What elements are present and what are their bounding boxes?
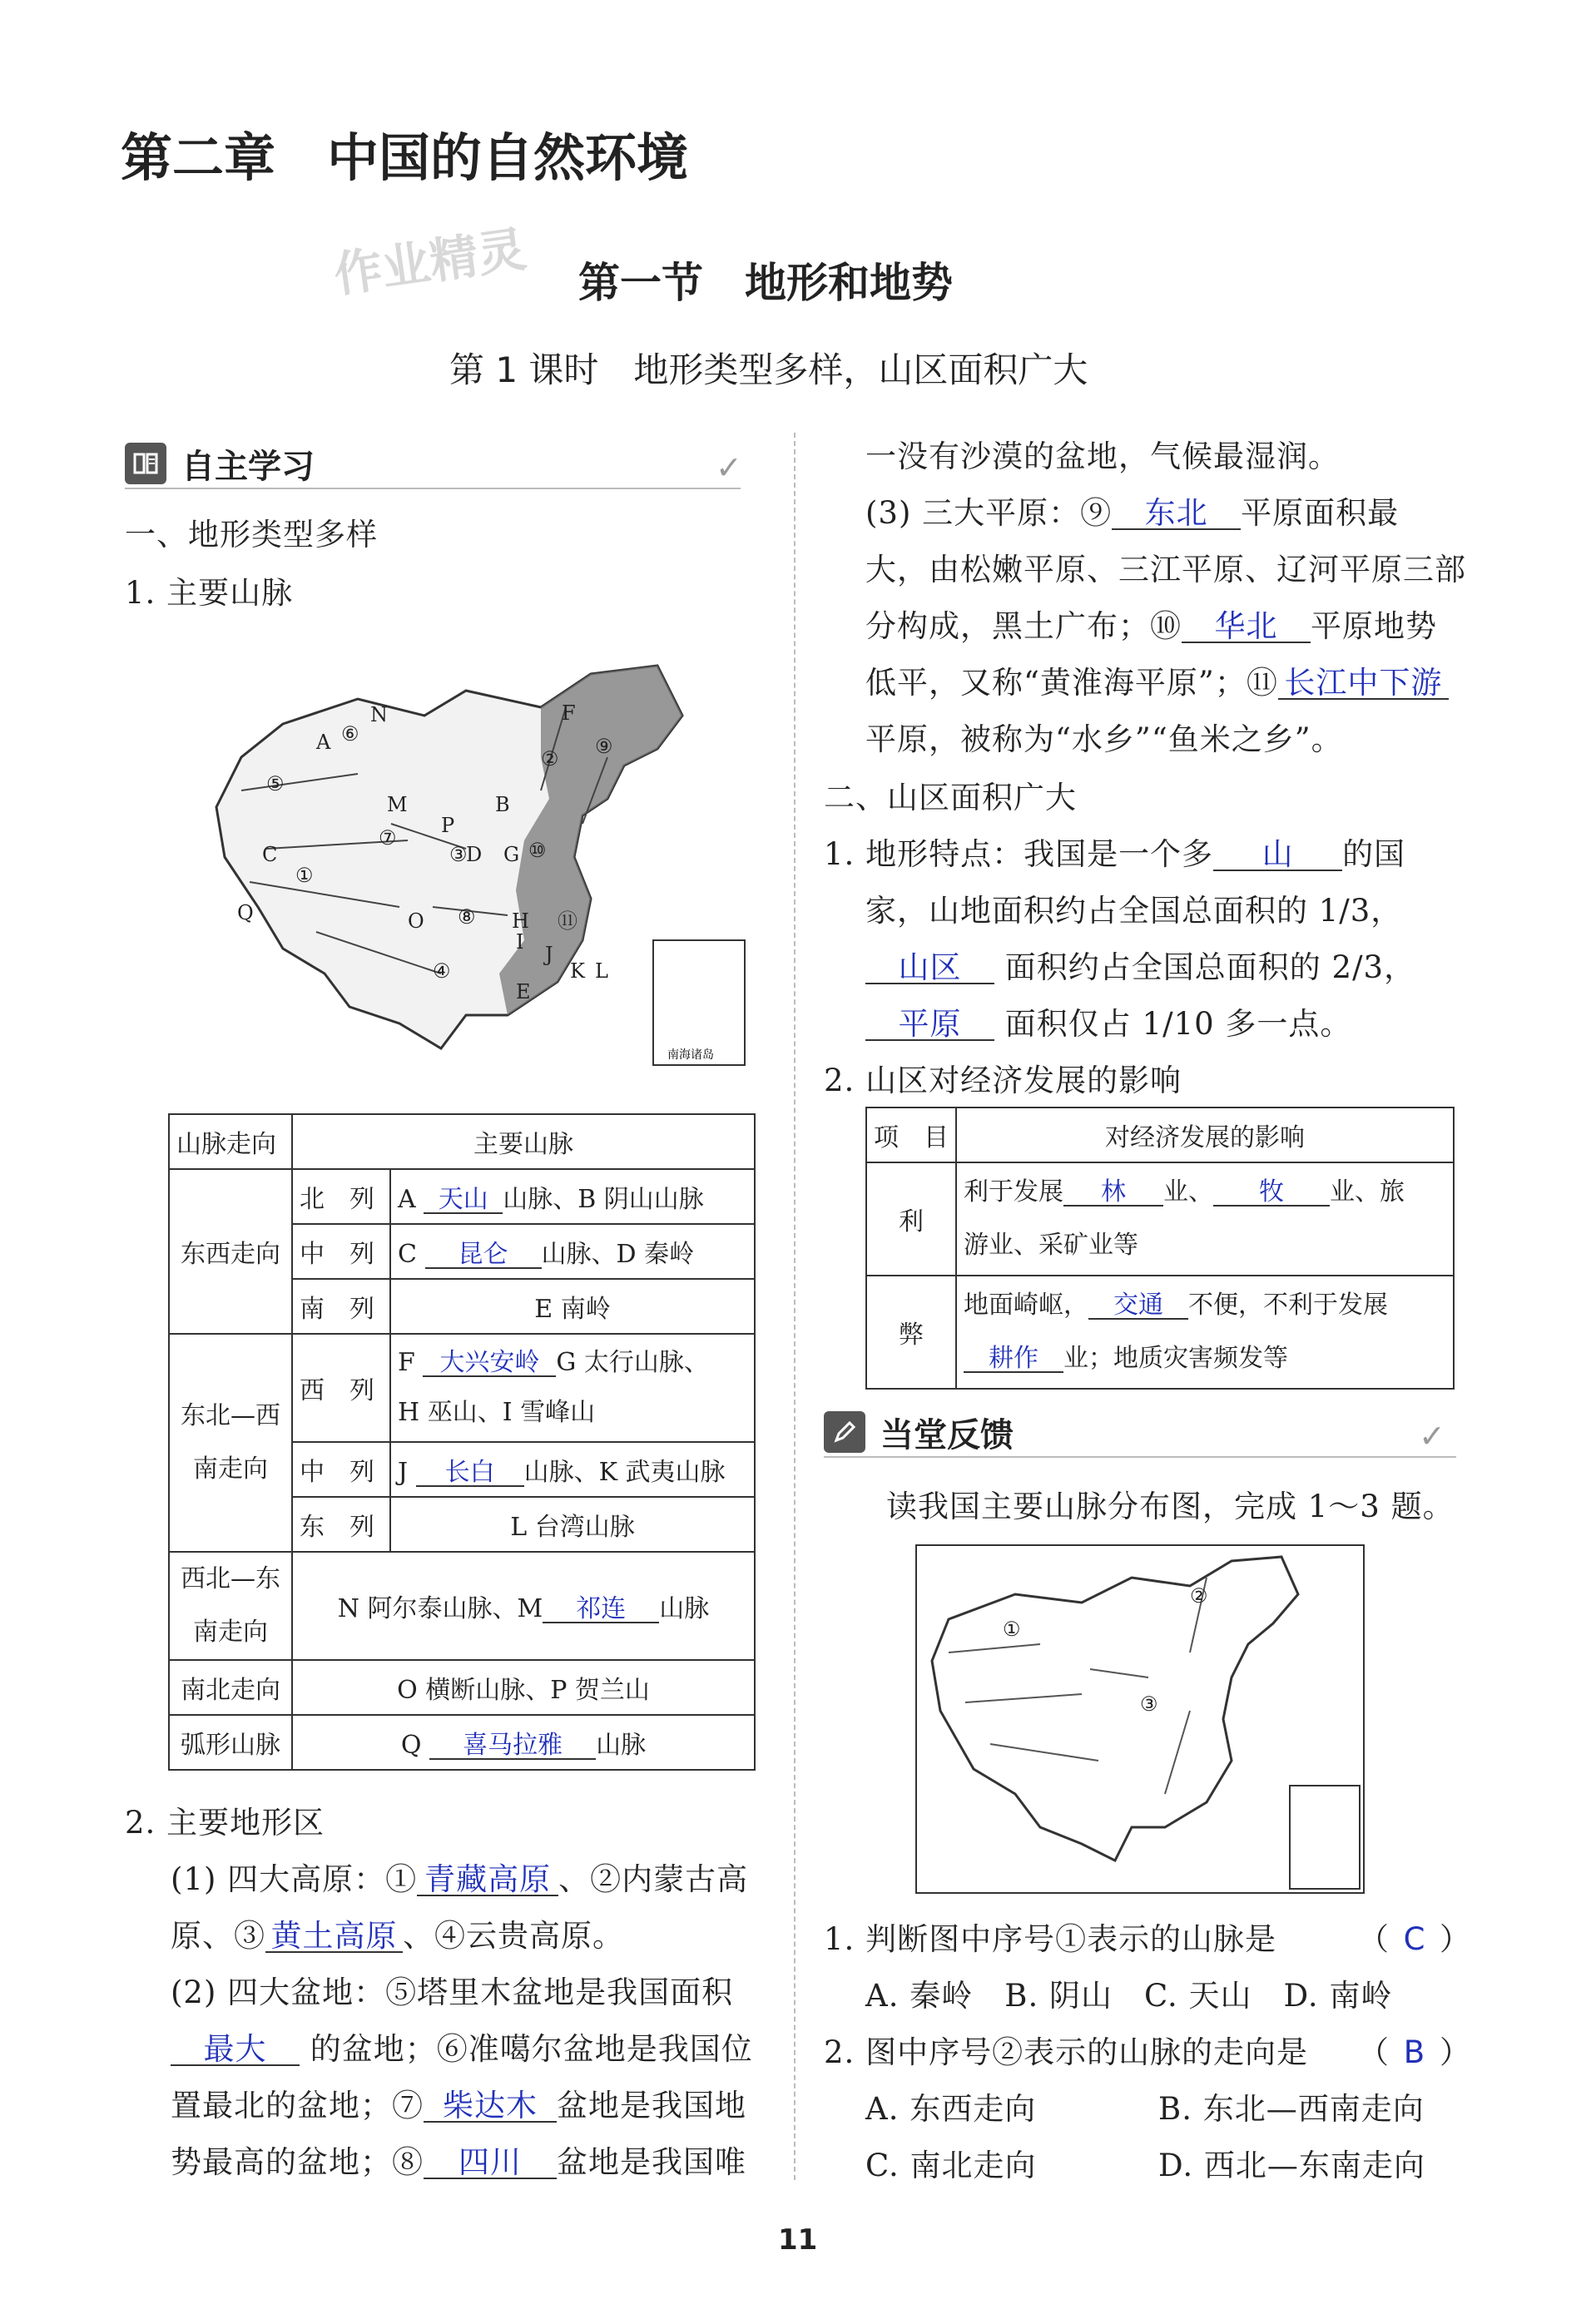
table-cell-value: L 台湾山脉 xyxy=(390,1497,755,1552)
watermark: 作业精灵 xyxy=(330,221,530,304)
plains-line2: 大，由松嫩平原、三江平原、辽河平原三部 xyxy=(865,552,1466,587)
page-number: 11 xyxy=(778,2223,818,2257)
lesson-title: 第 1 课时 地形类型多样，山区面积广大 xyxy=(449,349,1088,390)
impact-title: 2. 山区对经济发展的影响 xyxy=(824,1063,1182,1098)
feedback-map xyxy=(915,1544,1365,1894)
impact-cell-li-text: 利于发展 林 业、 牧 业、旅 游业、采矿业等 xyxy=(956,1162,1454,1276)
terrain-line4: 平原 面积仅占 1/10 多一点。 xyxy=(865,998,1351,1043)
part1-title: 一、地形类型多样 xyxy=(125,517,378,552)
table-cell-value: C 昆仑 山脉、D 秦岭 xyxy=(390,1224,755,1279)
table-cell-row: 北 列 xyxy=(292,1169,390,1224)
table-cell-dongbei: 东北—西南走向 xyxy=(169,1334,292,1552)
item1-title: 1. 主要山脉 xyxy=(125,575,294,611)
fankui-rule xyxy=(824,1456,1456,1458)
plains-line1: (3) 三大平原：⑨ 东北 平原面积最 xyxy=(865,495,1400,531)
impact-header-item: 项 目 xyxy=(866,1107,956,1162)
basins-line2: 最大 的盆地；⑥准噶尔盆地是我国位 xyxy=(171,2024,753,2069)
map1-label: I xyxy=(516,930,524,954)
book-icon xyxy=(125,443,166,484)
table-cell-xibei: 西北—东南走向 xyxy=(169,1552,292,1660)
map1-label: P xyxy=(441,814,455,837)
check-icon: ✓ xyxy=(716,449,742,486)
table-cell-row: 南 列 xyxy=(292,1279,390,1334)
part2-title: 二、山区面积广大 xyxy=(824,780,1077,815)
fankui-intro: 读我国主要山脉分布图，完成 1～3 题。 xyxy=(886,1489,1455,1524)
map1-label: ⑦ xyxy=(379,826,397,850)
map1-label: H xyxy=(512,909,529,933)
basins-line3: 置最北的盆地；⑦ 柴达木 盆地是我国地 xyxy=(171,2088,746,2123)
map1-label: O xyxy=(408,909,424,933)
table-header-mountains: 主要山脉 xyxy=(292,1114,755,1169)
south-china-sea-inset xyxy=(653,940,745,1065)
map1-label: G xyxy=(503,843,520,866)
section-zizhu-header xyxy=(125,439,315,488)
map1-label: ⑩ xyxy=(528,839,547,862)
table-cell-value: F 大兴安岭 G 太行山脉、 H 巫山、I 雪峰山 xyxy=(390,1334,755,1442)
plateaus-line1: (1) 四大高原：① 青藏高原 、②内蒙古高 xyxy=(171,1861,749,1897)
basins-line1: (2) 四大盆地：⑤塔里木盆地是我国面积 xyxy=(171,1975,734,2010)
column-divider xyxy=(794,433,796,2180)
map1-label: L xyxy=(595,959,608,983)
china-mountains-map xyxy=(191,657,757,1073)
map1-label: ⑧ xyxy=(458,905,476,929)
zizhu-rule xyxy=(125,488,741,489)
map1-label: ④ xyxy=(433,959,451,983)
pencil-icon xyxy=(824,1411,865,1453)
map1-label: ③ xyxy=(449,843,468,866)
map1-label: B xyxy=(495,793,510,816)
section-title: 第一节 地形和地势 xyxy=(578,259,953,307)
basins-line5: 一没有沙漠的盆地，气候最湿润。 xyxy=(865,439,1340,474)
section-fankui-header xyxy=(824,1408,1014,1456)
feedback-map-label: ③ xyxy=(1140,1692,1158,1716)
table-cell-value: J 长白 山脉、K 武夷山脉 xyxy=(390,1442,755,1497)
map1-label: C xyxy=(262,843,278,866)
plains-line5: 平原，被称为“水乡”“鱼米之乡”。 xyxy=(865,721,1343,757)
terrain-line3: 山区 面积约占全国总面积的 2/3， xyxy=(865,942,1415,987)
map1-label: ⑥ xyxy=(341,722,359,746)
question-2-option-c: C. 南北走向 xyxy=(865,2148,1037,2183)
feedback-map-label: ① xyxy=(1003,1618,1021,1641)
table-cell-value: O 横断山脉、P 贺兰山 xyxy=(292,1660,755,1715)
feedback-map-inset xyxy=(1290,1786,1360,1889)
map1-label: ⑤ xyxy=(266,772,285,795)
check-icon: ✓ xyxy=(1419,1418,1445,1454)
table-cell-nanbei: 南北走向 xyxy=(169,1660,292,1715)
map1-label: M xyxy=(387,793,408,816)
plains-line4: 低平，又称“黄淮海平原”；⑪ 长江中下游 xyxy=(865,657,1449,702)
impact-table xyxy=(865,1107,1455,1390)
question-2-answer: （ B ） xyxy=(1358,2034,1471,2070)
mountain-table xyxy=(168,1113,756,1771)
question-1-options: A. 秦岭 B. 阴山 C. 天山 D. 南岭 xyxy=(865,1978,1393,2014)
table-cell-row: 东 列 xyxy=(292,1497,390,1552)
question-2: 2. 图中序号②表示的山脉的走向是 xyxy=(824,2034,1309,2070)
table-cell-value: A 天山 山脉、B 阴山山脉 xyxy=(390,1169,755,1224)
table-cell-huxing: 弧形山脉 xyxy=(169,1715,292,1770)
map1-label: D xyxy=(466,843,483,866)
impact-cell-bi-text: 地面崎岖， 交通 不便，不利于发展 耕作 业；地质灾害频发等 xyxy=(956,1276,1454,1389)
map1-label: Q xyxy=(237,901,254,924)
question-2-option-a: A. 东西走向 xyxy=(865,2091,1037,2127)
table-cell-value: N 阿尔泰山脉、M 祁连 山脉 xyxy=(292,1552,755,1660)
map1-label: K xyxy=(570,959,585,983)
map1-label: ⑪ xyxy=(558,909,577,933)
map1-label: A xyxy=(316,731,331,754)
impact-cell-li: 利 xyxy=(866,1162,956,1276)
map1-label: ② xyxy=(541,747,559,771)
basins-line4: 势最高的盆地；⑧ 四川 盆地是我国唯 xyxy=(171,2144,746,2180)
impact-cell-bi: 弊 xyxy=(866,1276,956,1389)
feedback-map-label: ② xyxy=(1190,1584,1208,1608)
map1-label: E xyxy=(516,980,531,1003)
map1-label: ⑨ xyxy=(595,735,613,758)
table-cell-value: E 南岭 xyxy=(390,1279,755,1334)
table-cell-value: Q 喜马拉雅 山脉 xyxy=(292,1715,755,1770)
map1-label: N xyxy=(370,703,388,726)
impact-header-effect: 对经济发展的影响 xyxy=(956,1107,1454,1162)
map1-label: ① xyxy=(295,864,314,887)
fankui-title: 当堂反馈 xyxy=(880,1415,1014,1454)
item2-title: 2. 主要地形区 xyxy=(125,1805,325,1841)
map1-label: F xyxy=(562,701,576,725)
map1-label: J xyxy=(545,943,553,966)
table-cell-row: 中 列 xyxy=(292,1442,390,1497)
terrain-line1: 1. 地形特点：我国是一个多 山 的国 xyxy=(824,836,1406,872)
chapter-title: 第二章 中国的自然环境 xyxy=(121,127,689,188)
question-2-option-b: B. 东北—西南走向 xyxy=(1158,2091,1425,2127)
table-cell-dongxi: 东西走向 xyxy=(169,1169,292,1334)
question-2-option-d: D. 西北—东南走向 xyxy=(1158,2148,1425,2183)
plains-line3: 分构成，黑土广布；⑩ 华北 平原地势 xyxy=(865,608,1437,644)
table-header-direction: 山脉走向 xyxy=(169,1114,292,1169)
map1-inset-label: 南海诸岛 xyxy=(667,1048,714,1062)
zizhu-title: 自主学习 xyxy=(181,447,315,486)
plateaus-line2: 原、③ 黄土高原 、④云贵高原。 xyxy=(171,1918,624,1954)
question-1: 1. 判断图中序号①表示的山脉是 xyxy=(824,1921,1277,1957)
terrain-line2: 家，山地面积约占全国总面积的 1/3， xyxy=(865,893,1403,929)
table-cell-row: 中 列 xyxy=(292,1224,390,1279)
table-cell-row: 西 列 xyxy=(292,1334,390,1442)
question-1-answer: （ C ） xyxy=(1358,1921,1471,1957)
